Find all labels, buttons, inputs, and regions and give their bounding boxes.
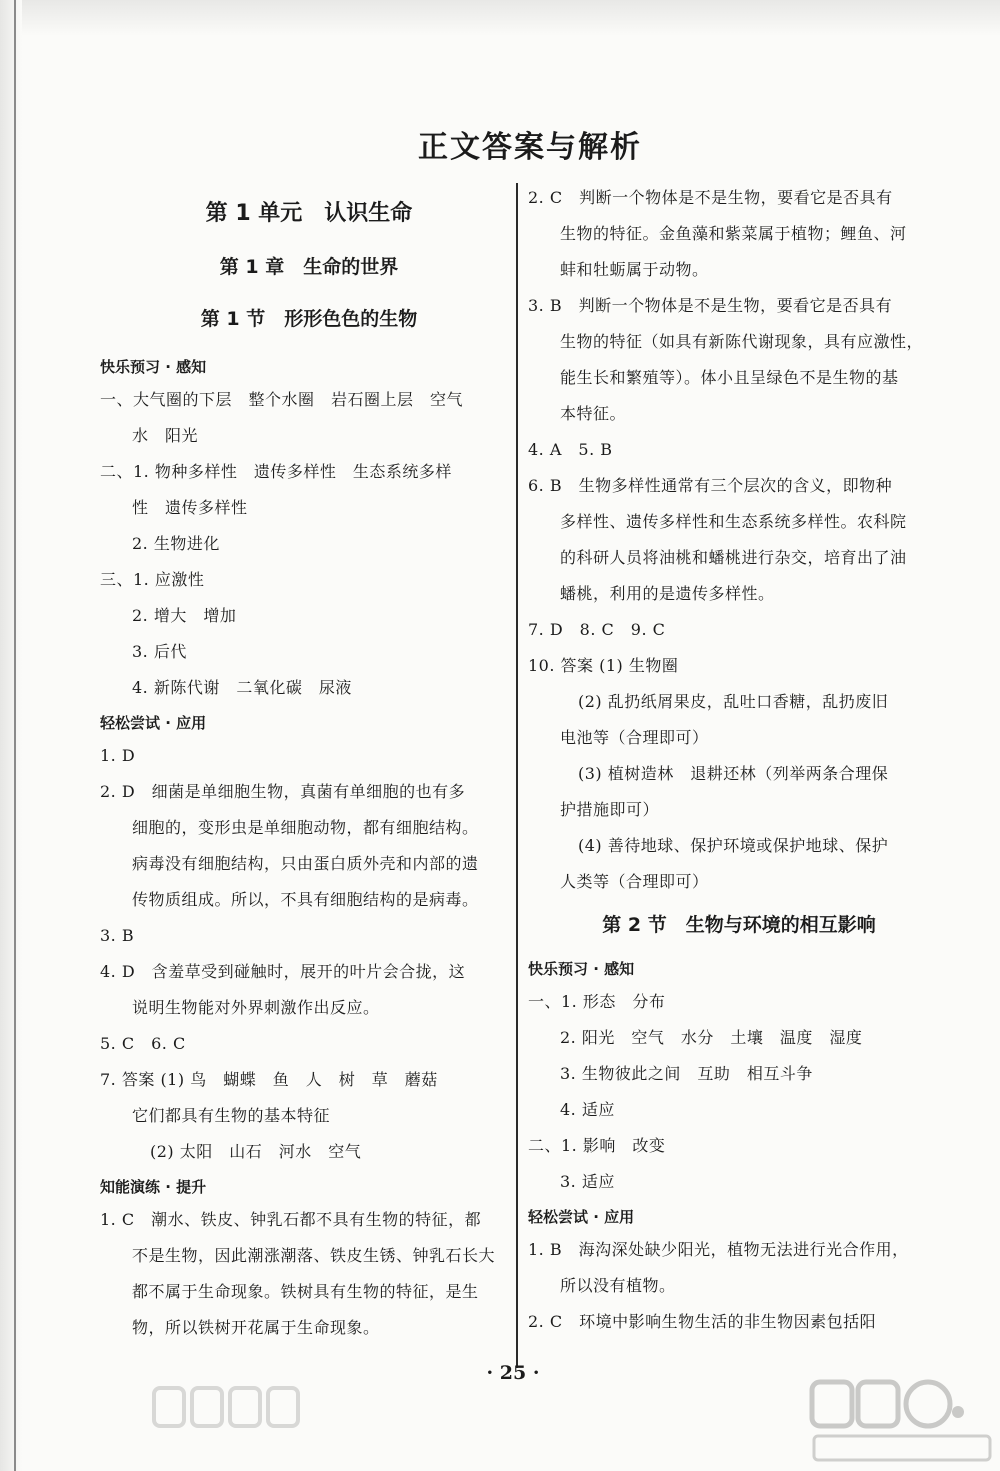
answer-line: 能生长和繁殖等）。体小且呈绿色不是生物的基 — [560, 368, 899, 387]
section-heading-2: 第 2 节 生物与环境的相互影响 — [602, 914, 876, 936]
answer-line: 一、大气圈的下层 整个水圈 岩石圈上层 空气 — [100, 390, 464, 409]
answer-line: 1. C 潮水、铁皮、钟乳石都不具有生物的特征，都 — [100, 1210, 482, 1229]
answer-line: 人类等（合理即可） — [560, 872, 709, 891]
scan-left-edge — [0, 0, 22, 1471]
answer-line: 2. 生物进化 — [132, 534, 220, 553]
answer-line: 7. 答案 (1) 鸟 蝴蝶 鱼 人 树 草 蘑菇 — [100, 1070, 438, 1089]
answer-line: 1. B 海沟深处缺少阳光，植物无法进行光合作用， — [528, 1240, 909, 1259]
answer-line: 它们都具有生物的基本特征 — [132, 1106, 331, 1125]
answer-line: 蚌和牡蛎属于动物。 — [560, 260, 709, 279]
stamp-mark — [150, 1378, 310, 1438]
answer-line: 水 阳光 — [132, 426, 199, 445]
part-title-practice: 知能演练 · 提升 — [100, 1178, 207, 1196]
answer-line: 4. A 5. B — [528, 440, 613, 459]
answer-line: 10. 答案 (1) 生物圈 — [528, 656, 679, 675]
answer-line: 所以没有植物。 — [560, 1276, 676, 1295]
answer-line: 一、1. 形态 分布 — [528, 992, 666, 1011]
answer-line: 2. 阳光 空气 水分 土壤 温度 湿度 — [560, 1028, 863, 1047]
answer-line: (3) 植树造林 退耕还林（列举两条合理保 — [578, 764, 889, 783]
answer-line: 电池等（合理即可） — [560, 728, 709, 747]
right-column — [528, 180, 950, 1340]
page-number: · 25 · — [486, 1362, 540, 1384]
scan-top-edge — [0, 0, 1000, 36]
answer-line: 3. 后代 — [132, 642, 187, 661]
answer-line: 三、1. 应激性 — [100, 570, 205, 589]
answer-line: 多样性、遗传多样性和生态系统多样性。农科院 — [560, 512, 907, 531]
answer-line: 细胞的，变形虫是单细胞动物，都有细胞结构。 — [132, 818, 479, 837]
answer-line: 不是生物，因此潮涨潮落、铁皮生锈、钟乳石长大 — [132, 1246, 496, 1265]
answer-line: 6. B 生物多样性通常有三个层次的含义，即物种 — [528, 476, 893, 495]
answer-line: 护措施即可） — [560, 800, 660, 819]
answer-line: 2. D 细菌是单细胞生物，真菌有单细胞的也有多 — [100, 782, 466, 801]
answer-line: 2. 增大 增加 — [132, 606, 237, 625]
unit-heading: 第 1 单元 认识生命 — [205, 201, 413, 226]
answer-line: 都不属于生命现象。铁树具有生物的特征，是生 — [132, 1282, 479, 1301]
answer-line: 二、1. 物种多样性 遗传多样性 生态系统多样 — [100, 462, 452, 481]
answer-line: 病毒没有细胞结构，只由蛋白质外壳和内部的遗 — [132, 854, 479, 873]
answer-line: 2. C 环境中影响生物生活的非生物因素包括阳 — [528, 1312, 877, 1331]
answer-line: 5. C 6. C — [100, 1034, 186, 1053]
answer-line: 物，所以铁树开花属于生命现象。 — [132, 1318, 380, 1337]
left-column — [100, 180, 518, 1346]
answer-line: 的科研人员将油桃和蟠桃进行杂交，培育出了油 — [560, 548, 907, 567]
part-title-try: 轻松尝试 · 应用 — [528, 1208, 635, 1226]
answer-line: (4) 善待地球、保护环境或保护地球、保护 — [578, 836, 889, 855]
answer-line: 3. B — [100, 926, 135, 945]
answer-line: 7. D 8. C 9. C — [528, 620, 666, 639]
answer-line: 本特征。 — [560, 404, 627, 423]
part-title-preview: 快乐预习 · 感知 — [528, 960, 635, 978]
answer-line: 3. 适应 — [560, 1172, 615, 1191]
answer-line: 蟠桃，利用的是遗传多样性。 — [560, 584, 775, 603]
page-title: 正文答案与解析 — [418, 130, 642, 165]
answer-line: 3. B 判断一个物体是不是生物，要看它是否具有 — [528, 296, 893, 315]
watermark-logo — [808, 1378, 998, 1466]
part-title-preview: 快乐预习 · 感知 — [100, 358, 207, 376]
binding-edge-line — [14, 0, 16, 1471]
answer-line: 生物的特征。金鱼藻和紫菜属于植物；鲤鱼、河 — [560, 224, 907, 243]
answer-line: 1. D — [100, 746, 136, 765]
answer-line: 二、1. 影响 改变 — [528, 1136, 666, 1155]
answer-line: 4. D 含羞草受到碰触时，展开的叶片会合拢，这 — [100, 962, 466, 981]
answer-line: 2. C 判断一个物体是不是生物，要看它是否具有 — [528, 188, 893, 207]
answer-line: 生物的特征（如具有新陈代谢现象，具有应激性， — [560, 332, 924, 351]
answer-line: 4. 新陈代谢 二氧化碳 尿液 — [132, 678, 352, 697]
answer-line: 传物质组成。所以，不具有细胞结构的是病毒。 — [132, 890, 479, 909]
part-title-try: 轻松尝试 · 应用 — [100, 714, 207, 732]
answer-line: 性 遗传多样性 — [132, 498, 248, 517]
answer-line: (2) 太阳 山石 河水 空气 — [150, 1142, 362, 1161]
answer-line: 3. 生物彼此之间 互助 相互斗争 — [560, 1064, 813, 1083]
chapter-heading: 第 1 章 生命的世界 — [219, 256, 399, 278]
answer-line: 说明生物能对外界刺激作出反应。 — [132, 998, 380, 1017]
section-heading-1: 第 1 节 形形色色的生物 — [200, 308, 418, 330]
answer-line: 4. 适应 — [560, 1100, 615, 1119]
answer-line: (2) 乱扔纸屑果皮，乱吐口香糖，乱扔废旧 — [578, 692, 889, 711]
